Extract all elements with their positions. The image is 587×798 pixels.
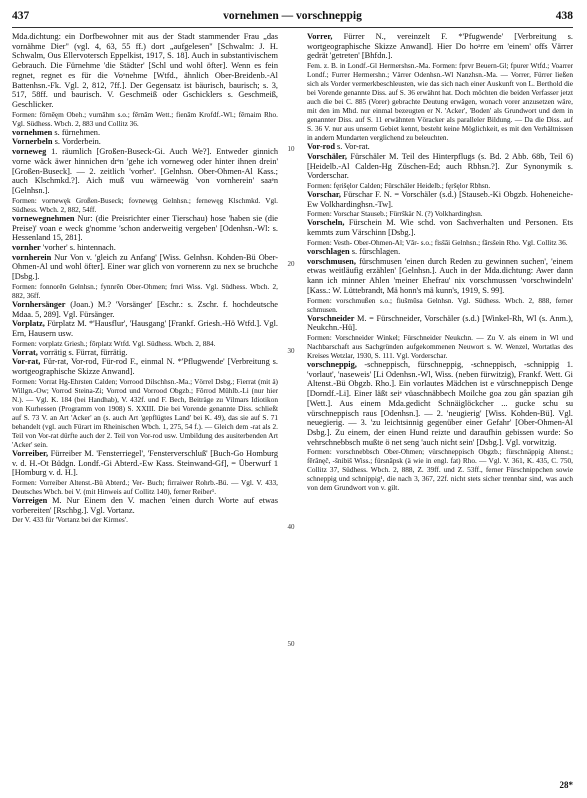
- headword: vornewegnehmen: [12, 213, 75, 223]
- dictionary-entry: Vorreiber, Fürreiber M. 'Fensterriegel', 'Fensterverschluß' [Buch-Go Homburg v. d. H.-Ot Büdgn. Londf.-Gi Abterd.-Ew Kass. Steinwand-Gf], = Überwurf 1 [Homburg v. d. H.].: [12, 448, 278, 478]
- headword: Vornhersänger: [12, 299, 66, 309]
- signature-mark: 28*: [559, 780, 573, 790]
- left-page-number: 437: [12, 10, 30, 22]
- forms-note: Formen: fonnorēn Gelnhsn.; fynnrēn Ober-Ohmen; frnri Wiss. Vgl. Südhess. Wbch. 2, 882, 36ff.: [12, 281, 278, 300]
- dictionary-entry: vorschneppig, -schneppisch, fürschneppig, -schneppisch, -schnippig 1. 'vorlaut', 'naseweis' [Li Odenhsn.-Wl, Wiss. (neben fürwitzig), Frankf. Wett. Gi Altenst.-Bü Obgzb. Rho.]. Ein vorlautes Mädchen ist e vürschneppisch Denge [Dorndf.-Li]. Einer läßt seiᵉ vüaschnäbbech Moilche goa zou gån spazian gih [Wett.]. Aus einem Mda.gedicht Schnäiglöckcher ... gucke schu su vürschneppisch raus [Odenhsn.]. — 2. 'neugierig' [Wiss. Kohden-Bü]. Vgl. neuegierig. — 3. 'zu leichtsinnig gegenüber einer Gefahr' [Ober-Ohmen-Al Dsbg.]. Zu einem, der einen Hund reizte und daraufhin gebissen wurde: So vehrschnebbsch mußte ö net seng 'auch nicht sein' [Dsbg.]. Vgl. vorwitzig.: [307, 359, 573, 447]
- dictionary-entry: Vorschneider M. = Fürschneider, Vorschäler (s.d.) [Winkel-Rh, Wl (s. Anm.), Neukchn.-Hü].: [307, 313, 573, 333]
- headword: Vorschneider: [307, 313, 355, 323]
- header-rule: [12, 27, 573, 28]
- forms-note: Formen: Vorschneider Winkel; Fürschneider Neukchn. — Zu V. als einem in Wl und Nachbarschaft aus Sachgründen aufgekommenen Neuwort s. W. Wenzel, Wortatlas des Kreises Wetzlar, 1930, S. 111. Vgl. Vorderschar.: [307, 332, 573, 360]
- line-number-20: 20: [287, 260, 295, 268]
- forms-note: Formen: vorschmußen s.o.; fiušmūsa Gelnhsn. Vgl. Südhess. Wbch. 2, 888, ferner schmusen.: [307, 295, 573, 314]
- left-column: [12, 32, 278, 777]
- headword: Vorschar,: [307, 190, 341, 200]
- forms-note: Formen: Vorschar Stauseb.; Fürrškär N. (?) Volkhardinghsn.: [307, 209, 483, 219]
- headword: Vorrer,: [307, 32, 333, 41]
- headword: vornherein: [12, 252, 52, 262]
- forms-note: Formen: Vesth- Ober-Ohmen-Al; Vār- s.o.; fisšāi Gelnhsn.; fārsšein Rho. Vgl. Collitz 36.: [307, 237, 568, 247]
- headword: Vornerbeln: [12, 137, 53, 147]
- dictionary-entry: Vorrer, Fürrer N., vereinzelt F. *'Pfugwende' [Verbreitung s. wortgeographische Skizze Anwand]. Hier Do hoᵃrre em 'einem' offs Värrer gedrät 'getreten' [Bhfdn.].: [307, 32, 573, 61]
- line-number-30: 30: [287, 347, 295, 355]
- dictionary-entry: Vor-rat, Für-rat, Vor-rod, Für-rod F., einmal N. *'Pflugwende' [Verbreitung s. wortgeographische Skizze Anwand].: [12, 357, 278, 377]
- running-title: vornehmen — vorschneppig: [223, 10, 362, 22]
- forms-note: Formen: Vorrat Hg-Ehrsten Calden; Vorrood Dilschhsn.-Ma.; Vörrel Dsbg.; Fierrat (mit ä) Willgn.-Ow; Vorrod Steina-Zi; Vorrod und Vorrood Obgzb.; Fōrrod Mühlb.-Li (nur hier N.). — Vgl. K. 184 (bei Handhab), V. 432f. und F. Bech, Beiträge zu Vilmars Idiotikon von Kurhessen (Programm von 1908) S. XXIII. Die bei Vorende genannte Diss. schließt auf S. 73 V. an Art 'Acker' an (s. auch Art 'gepflügtes Land' bei K. 49), das sie auf S. 71 behandelt (vgl. auch Fürart im Rheinischen Wbch. 1, 275, 54 f.). — Gleich dem -rat als 2. Teil von Vor-rat dürfte auch der 2. Teil von Vor-rod usw. Umbildung des ausiterbenden Art 'Acker' sein.: [12, 376, 278, 449]
- dictionary-entry: vornewegnehmen Nur: (die Preisrichter einer Tierschau) hose 'haben sie (die Preise)' voan e weck g'nomme 'schon anderweitig vergeben' [Odenhsn.-Wl: s. Hessenland 15, 281].: [12, 213, 278, 243]
- dictionary-entry: Vorrat, vorrätig s. Fürrat, fürrätig.: [12, 347, 128, 357]
- headword: vornher: [12, 242, 41, 252]
- headword: vorneweg: [12, 147, 47, 157]
- dictionary-entry: Vorreigen M. Nur Einem den V. machen 'einen durch Worte auf etwas vorbereiten' [Rschbg.]. Vgl. Vortanz.: [12, 496, 278, 515]
- line-number-10: 10: [287, 145, 295, 153]
- forms-note: Formen: Vorreiber Altenst.-Bü Abterd.; Ver- Buch; firraiwer Rohrb.-Bü. — Vgl. V. 433, Deutsches Wbch. bei V. (mit Hinweis auf Collitz 140), ferner Reiber¹.: [12, 478, 278, 496]
- dictionary-entry: vorschlagen s. fürschlagen.: [307, 246, 401, 256]
- running-header: [12, 10, 573, 26]
- headword: Vorreigen: [12, 496, 48, 505]
- headword: Vorscheln,: [307, 218, 345, 228]
- headword: vorschmusen,: [307, 256, 356, 266]
- line-number-40: 40: [287, 523, 295, 531]
- headword: Vorreiber,: [12, 448, 49, 458]
- headword: Vorrat,: [12, 347, 38, 357]
- right-page-number: 438: [555, 10, 573, 22]
- headword: Vorplatz,: [12, 319, 45, 329]
- forms-note: Der V. 433 für 'Vortanz bei der Kirmes'.: [12, 515, 128, 525]
- dictionary-entry: Vor-rod s. Vor-rat.: [307, 142, 370, 152]
- dictionary-entry: Vornhersänger (Joan.) M.? 'Vorsänger' [Eschr.: s. Zschr. f. hochdeutsche Mdaa. 5, 289]. Vgl. Fürsänger.: [12, 299, 278, 319]
- dictionary-entry: vornehmen s. fürnehmen.: [12, 127, 101, 137]
- dictionary-entry: vornherein Nur Von v. 'gleich zu Anfang' [Wiss. Gelnhsn. Kohden-Bü Ober-Ohmen-Al und wohl öfter]. Einer war glich von vornerenn zu nex se bruchche [Dsbg.].: [12, 252, 278, 282]
- dictionary-entry: vornher 'vorher' s. hintennach.: [12, 242, 116, 252]
- headword: vornehmen: [12, 127, 53, 137]
- dictionary-entry: Vornerbeln s. Vorderbein.: [12, 137, 101, 147]
- headword: Vorschäler,: [307, 151, 347, 161]
- forms-note: Formen: fōrnēęm Obeh.; vurnāhm s.o.; fērnām Wett.; fienām Krofdf.-Wl.; fērnaim Rho. Vgl. Südhess. Wbch. 2, 883 und Collitz 36.: [12, 109, 278, 128]
- dictionary-entry: vorneweg 1. räumlich [Großen-Buseck-Gi. Auch We?]. Entweder ginnich vorne wäck äwer hinnichen drᵉn 'gehe ich vorneweg oder hinter ihnen drein' [Großen-Buseck]. — 2. zeitlich 'vorher'. [Gelnhsn. Ober-Ohmen-Al Kass.; auch Klschmkd.?]. Aich muß vuu wärneewäg 'von vornherein' saaᵉn [Gelnhsn.].: [12, 147, 278, 196]
- dictionary-entry: Vorscheln, Fürschein M. Wie schd. von Sachverhalten und Personen. Ets kemmts zum Värschinn [Dsbg.].: [307, 218, 573, 238]
- forms-note: Formen: fęrišęlor Calden; Fürschäler Heidelb.; fęršęlor Rbhsn.: [307, 181, 491, 191]
- dictionary-entry: Mda.dichtung: ein Dorfbewohner mit aus der Stadt stammender Frau „das vornähme Dier" (vgl. 4, 63, 55 ff.) dort „aufgelesen" [Schwalm: J. H. Schwalm, Ous Ellervotersch Eppelkist, 1917, S. 18]. Auch in substantivischem Gebrauch. Die Fürnehme 'die Städter' [Schl und wohl öfter]. Wenn es fein regnet, regnet es für die Voᵒnehme [Wtfd., ähnlich Ober-Breidenb.-Al Battenhsn.-Fk. Vgl. 2, 812, 7ff.]. Der Gegensatz ist bäurisch, baurisch; s. 3, 517, 58ff. und baurisch. V. Geschmeiß oder Gschicklers s. Geschmeiß, Geschlicker.: [12, 32, 278, 110]
- headword: Vor-rod: [307, 142, 335, 152]
- dictionary-entry: Vorschäler, Fürschäler M. Teil des Hinterpflugs (s. Bd. 2 Abb. 68b, Teil 6) [Heidelb.-Al Calden-Hg Züschen-Ed; auch Rbhsn.?]. Zur Synonymik s. Vorderschar.: [307, 151, 573, 181]
- forms-note: Fem. z. B. in Londf.-Gl Hermershsn.-Ma. Formen: fprvr Beuern-Gl; fpurer Wtfd.; Voarrer Londf.; Furrer Hermershn.; Värrer Odenhsn.-Wl Nanzhsn.-Ma. — Vorrer, Fürrer ließen sich als Vorder vermerkbeschleusten, wie das sich nach einer Auskunft von L. Berthold die bei Vorende genannte Diss. auf S. 36 erwähnt hat. Doch möchten die beiden Verfasser jetzt auch die bei C. 885 (Vorer) gebrachte Deutung erwägen, wonach vorer anzusetzen wäre, mit den im Mhd. nur einmal bezeugten er N. 'Acker', 'Boden' als Grundwort und dem in genannter Diss. auf S. 11 erwähnten Vöracker als paralleler Bildung. — Da die Diss. auf S. 36 V. nur aus unserm Gebiet kennt, besteht keine Möglichkeit, es mit den Verhältnissen in andern Mundarten verglichend zu beleuchten.: [307, 61, 573, 143]
- forms-note: Formen: vorplatz Griesh.; fōrplatz Wtfd. Vgl. Südhess. Wbch. 2, 884.: [12, 338, 216, 348]
- forms-note: Formen: vorschnebbsch Ober-Ohmen; vürschneppisch Obgzb.; fürschnäppig Altenst.; fērānęč, -šnibiš Wiss.; fürsnāpsk (ä wie in engl. fat) Rho. — Vgl. V. 361, K. 435, C. 750, Collitz 37, Südhess. Wbch. 2, 888, Z. 39ff. und Z. 53ff., ferner Fürschnippchen sowie schneppig und schnippig¹, die nach 3, 367, 22f. nicht stets sicher trennbar sind, was auch von dem Grundwort von v. gilt.: [307, 447, 573, 493]
- forms-note: Formen: vornewęk Großen-Buseck; fovnewęg Gelnhsn.; fernewęg Klschmkd. Vgl. Südhess. Wbch. 2, 882, 54ff.: [12, 195, 278, 214]
- dictionary-entry: vorschmusen, fürschmusen 'einen durch Reden zu gewinnen suchen', 'einem etwas weitläufig erzählen' [Gelnhsn.]. Auch in der Mda.dichtung: Awer dann kann ich minner Ahlen 'meiner Ehefrau' nix vorschmussen 'vorschwindeln' [Kass.: W. Lüttebrandt, Mä honn's mä kunn's, 1919, S. 99].: [307, 256, 573, 295]
- right-column: [307, 32, 573, 777]
- dictionary-entry: Vorschar, Fürschar F. N. = Vorschäler (s.d.) [Stauseb.-Ki Obgzb. Hoheneiche-Ew Volkhardinghsn.-Tw].: [307, 190, 573, 209]
- line-number-50: 50: [287, 640, 295, 648]
- headword: vorschneppig,: [307, 359, 357, 369]
- headword: vorschlagen: [307, 246, 350, 256]
- headword: Vor-rat,: [12, 357, 41, 367]
- dictionary-entry: Vorplatz, Fürplatz M. *'Hausflur', 'Hausgang' [Frankf. Griesh.-Hö Wtfd.]. Vgl. Ern, Hausern usw.: [12, 319, 278, 338]
